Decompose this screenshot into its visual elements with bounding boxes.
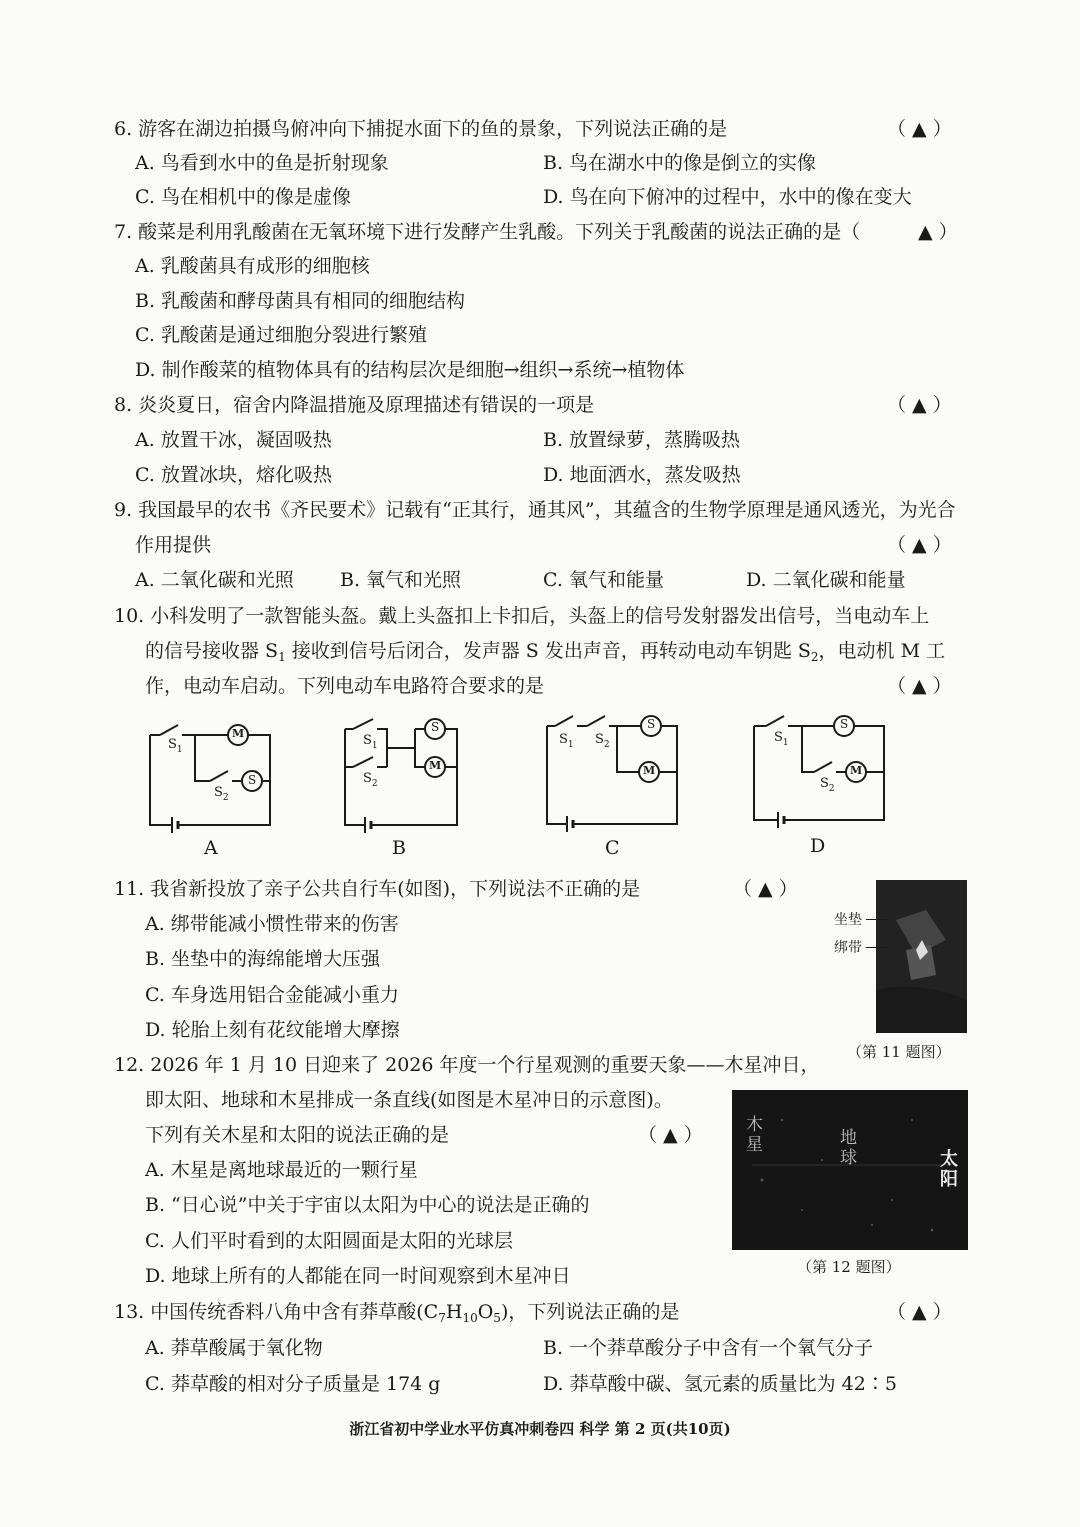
q12-stem-line2: 即太阳、地球和木星排成一条直线(如图是木星冲日的示意图)。 bbox=[145, 1089, 673, 1111]
circuit-c-diagram bbox=[535, 710, 685, 834]
q10-stem-part3: ，电动机 M 工 bbox=[818, 640, 946, 662]
q13-formula-c-sub: 7 bbox=[438, 1311, 446, 1325]
jupiter-label: 木星 bbox=[746, 1115, 763, 1155]
q8-option-a: A. 放置干冰，凝固吸热 bbox=[135, 429, 332, 451]
q13-option-a: A. 莽草酸属于氧化物 bbox=[145, 1337, 323, 1359]
q10-stem-line3: 作，电动车启动。下列电动车电路符合要求的是 bbox=[145, 675, 545, 697]
circuit-a-diagram bbox=[140, 715, 290, 839]
circuit-d-label: D bbox=[810, 835, 826, 857]
q6-option-c: C. 鸟在相机中的像是虚像 bbox=[135, 186, 351, 208]
earth-label: 地球 bbox=[840, 1128, 857, 1168]
q6-stem: 6. 游客在湖边拍摄鸟俯冲向下捕捉水面下的鱼的景象，下列说法正确的是 bbox=[114, 118, 728, 140]
circuit-a-sounder: S bbox=[248, 773, 257, 787]
q7-option-a: A. 乳酸菌具有成形的细胞核 bbox=[135, 255, 370, 277]
strap-pointer bbox=[866, 947, 888, 948]
q10-stem-part2: 接收到信号后闭合，发声器 S 发出声音，再转动电动车钥匙 S bbox=[285, 640, 811, 662]
q10-stem-line1: 10. 小科发明了一款智能头盔。戴上头盔扣上卡扣后，头盔上的信号发射器发出信号，当电动车上 bbox=[114, 605, 930, 627]
circuit-a-motor: M bbox=[232, 727, 245, 740]
q12-stem-line1: 12. 2026 年 1 月 10 日迎来了 2026 年度一个行星观测的重要天象——木星冲日， bbox=[114, 1054, 820, 1076]
q11-figure-caption: （第 11 题图） bbox=[847, 1043, 951, 1061]
q9-option-d: D. 二氧化碳和能量 bbox=[746, 569, 906, 591]
circuit-b-label: B bbox=[392, 837, 406, 859]
q8-option-b: B. 放置绿萝，蒸腾吸热 bbox=[543, 429, 741, 451]
circuit-c-s2-label: $S_2$ bbox=[595, 732, 610, 750]
q9-option-b: B. 氧气和光照 bbox=[340, 569, 462, 591]
q10-stem-line2 bbox=[145, 638, 945, 670]
q9-option-a: A. 二氧化碳和光照 bbox=[135, 569, 294, 591]
jupiter-opposition-figure bbox=[732, 1090, 968, 1250]
q8-answer-mark: （ ▲ ） bbox=[887, 394, 952, 416]
q10-answer-mark: （ ▲ ） bbox=[887, 675, 952, 697]
q12-option-a: A. 木星是离地球最近的一颗行星 bbox=[145, 1159, 418, 1181]
q13-formula-o: O bbox=[477, 1301, 494, 1323]
q6-option-d: D. 鸟在向下俯冲的过程中，水中的像在变大 bbox=[543, 186, 912, 208]
q12-stem-line3: 下列有关木星和太阳的说法正确的是 bbox=[145, 1124, 450, 1146]
seat-label: 坐垫 bbox=[834, 912, 862, 928]
q7-option-c: C. 乳酸菌是通过细胞分裂进行繁殖 bbox=[135, 324, 427, 346]
q7-option-b: B. 乳酸菌和酵母菌具有相同的细胞结构 bbox=[135, 290, 466, 312]
circuit-b-s1-label: $S_1$ bbox=[363, 733, 378, 751]
circuit-c-sounder: S bbox=[647, 717, 656, 731]
q7-answer-mark: ▲ ） bbox=[918, 221, 958, 243]
page-footer: 浙江省初中学业水平仿真冲刺卷四 科学 第 2 页(共10页) bbox=[349, 1420, 731, 1438]
circuit-d-diagram bbox=[742, 710, 892, 834]
q11-stem: 11. 我省新投放了亲子公共自行车(如图)，下列说法不正确的是 bbox=[114, 878, 641, 900]
q7-option-d: D. 制作酸菜的植物体具有的结构层次是细胞→组织→系统→植物体 bbox=[135, 359, 685, 381]
q12-option-b: B. “日心说”中关于宇宙以太阳为中心的说法是正确的 bbox=[145, 1194, 590, 1216]
q12-figure-caption: （第 12 题图） bbox=[797, 1258, 901, 1276]
circuit-d-s2-label: $S_2$ bbox=[820, 776, 835, 794]
q6-answer-mark: （ ▲ ） bbox=[887, 118, 952, 140]
strap-label: 绑带 bbox=[834, 940, 862, 956]
q11-option-c: C. 车身选用铝合金能减小重力 bbox=[145, 984, 399, 1006]
q11-option-d: D. 轮胎上刻有花纹能增大摩擦 bbox=[145, 1019, 400, 1041]
q13-option-c: C. 莽草酸的相对分子质量是 174 g bbox=[145, 1373, 441, 1395]
q13-stem-part2: )，下列说法正确的是 bbox=[500, 1301, 680, 1323]
circuit-b-diagram bbox=[335, 713, 485, 837]
q13-stem bbox=[114, 1299, 679, 1331]
q9-stem-line2: 作用提供 bbox=[135, 534, 212, 556]
seat-pointer bbox=[866, 919, 888, 920]
q10-stem-part1: 的信号接收器 S bbox=[145, 640, 279, 662]
circuit-c-motor: M bbox=[643, 764, 656, 777]
circuit-b-s2-label: $S_2$ bbox=[363, 771, 378, 789]
q12-option-d: D. 地球上所有的人都能在同一时间观察到木星冲日 bbox=[145, 1265, 571, 1287]
circuit-a-label: A bbox=[204, 837, 218, 859]
sun-label: 太阳 bbox=[940, 1149, 958, 1190]
q10-sub-2: 2 bbox=[810, 650, 819, 664]
circuit-d-s1-label: $S_1$ bbox=[774, 730, 789, 748]
q8-option-c: C. 放置冰块，熔化吸热 bbox=[135, 464, 332, 486]
q12-answer-mark: （ ▲ ） bbox=[638, 1124, 703, 1146]
circuit-d-sounder: S bbox=[840, 717, 849, 731]
q6-option-a: A. 鸟看到水中的鱼是折射现象 bbox=[135, 152, 389, 174]
q13-answer-mark: （ ▲ ） bbox=[887, 1301, 952, 1323]
q13-formula-h: H bbox=[445, 1301, 463, 1323]
circuit-a-s1-label: $S_1$ bbox=[168, 737, 183, 755]
q11-option-a: A. 绑带能减小惯性带来的伤害 bbox=[145, 913, 399, 935]
bicycle-seat-photo bbox=[876, 880, 967, 1033]
q13-option-d: D. 莽草酸中碳、氢元素的质量比为 42∶5 bbox=[543, 1373, 897, 1395]
q8-option-d: D. 地面洒水，蒸发吸热 bbox=[543, 464, 741, 486]
q13-stem-part1: 13. 中国传统香料八角中含有莽草酸(C bbox=[114, 1301, 439, 1323]
q7-stem: 7. 酸菜是利用乳酸菌在无氧环境下进行发酵产生乳酸。下列关于乳酸菌的说法正确的是（ bbox=[114, 221, 861, 243]
q9-stem-line1: 9. 我国最早的农书《齐民要术》记载有“正其行，通其风”，其蕴含的生物学原理是通风透光，为光合 bbox=[114, 499, 956, 521]
q12-option-c: C. 人们平时看到的太阳圆面是太阳的光球层 bbox=[145, 1230, 513, 1252]
circuit-c-label: C bbox=[605, 837, 620, 859]
q9-option-c: C. 氧气和能量 bbox=[543, 569, 664, 591]
q6-option-b: B. 鸟在湖水中的像是倒立的实像 bbox=[543, 152, 817, 174]
q11-answer-mark: （ ▲ ） bbox=[733, 878, 798, 900]
circuit-b-sounder: S bbox=[431, 720, 440, 734]
q11-option-b: B. 坐垫中的海绵能增大压强 bbox=[145, 948, 381, 970]
q9-answer-mark: （ ▲ ） bbox=[887, 534, 952, 556]
circuit-b-motor: M bbox=[429, 759, 442, 772]
circuit-c-s1-label: $S_1$ bbox=[559, 732, 574, 750]
q13-formula-o-sub: 5 bbox=[493, 1311, 501, 1325]
q8-stem: 8. 炎炎夏日，宿舍内降温措施及原理描述有错误的一项是 bbox=[114, 394, 595, 416]
q13-option-b: B. 一个莽草酸分子中含有一个氧气分子 bbox=[543, 1337, 874, 1359]
circuit-a-s2-label: $S_2$ bbox=[214, 785, 229, 803]
circuit-d-motor: M bbox=[850, 764, 863, 777]
q13-formula-h-sub: 10 bbox=[462, 1311, 478, 1325]
q10-sub-1: 1 bbox=[278, 650, 286, 664]
